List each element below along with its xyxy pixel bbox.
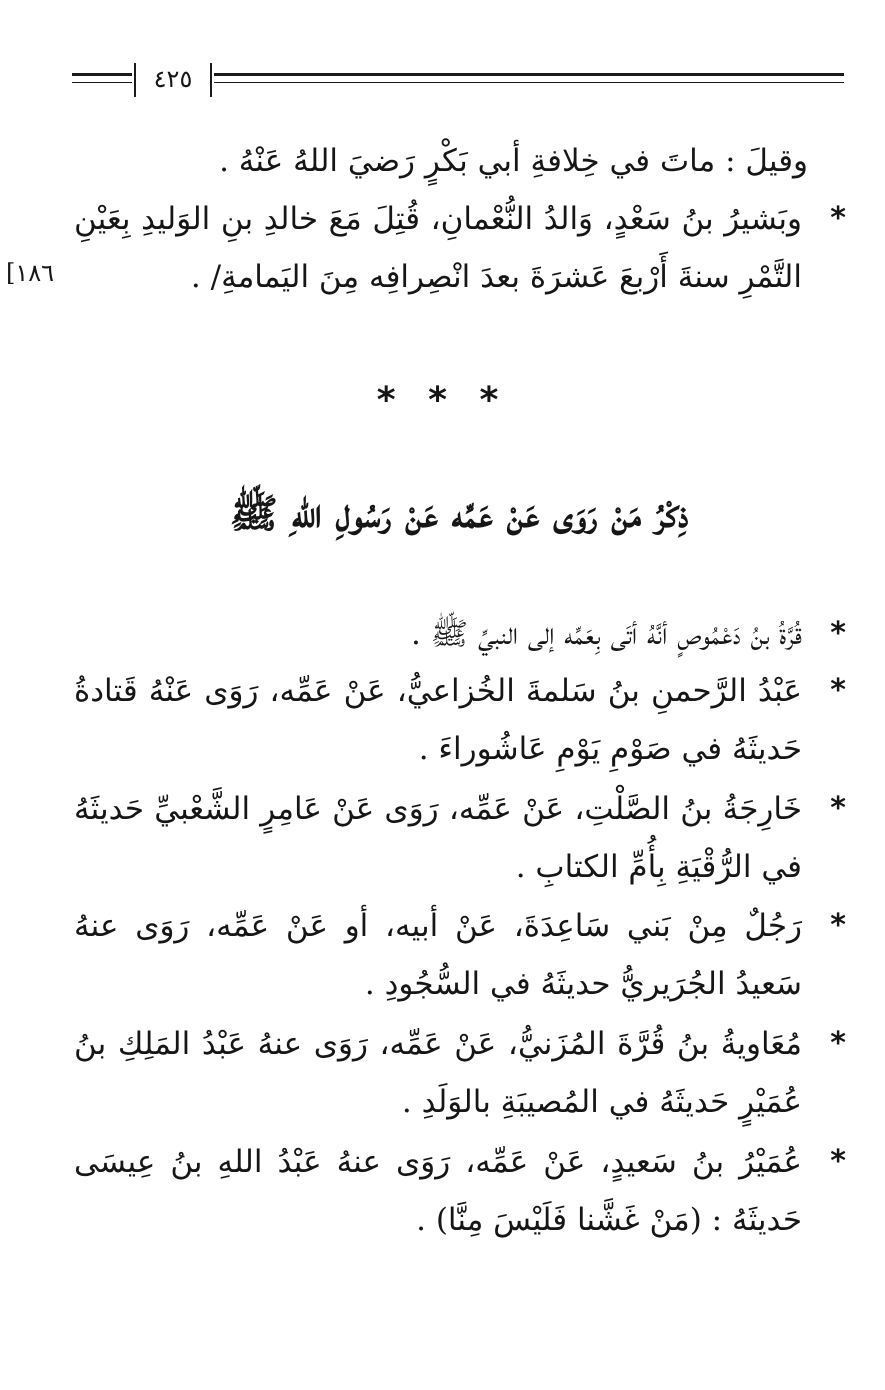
section-title: ذِكْرُ مَنْ رَوَى عَنْ عَمِّه عَنْ رَسُولِ اللهِ ﷺ	[229, 490, 689, 537]
asterisk-icon: *	[830, 908, 846, 943]
header-rule-left	[72, 73, 132, 83]
entry-item	[74, 605, 844, 663]
entry-text: عَبْدُ الرَّحمنِ بنُ سَلمةَ الخُزاعيُّ، عَنْ عَمِّه، رَوَى عَنْهُ قَتادةُ حَديثَهُ في صَوْمِ يَوْمِ عَاشُوراءَ .	[74, 673, 802, 767]
entry-item	[74, 897, 844, 1013]
header-separator	[210, 63, 212, 97]
asterisk-icon: *	[830, 791, 846, 826]
entry-item	[74, 1133, 844, 1249]
asterisk-icon: *	[830, 1144, 846, 1179]
entry-bashir	[74, 190, 844, 306]
continuation-paragraph	[74, 132, 844, 190]
asterisk-icon: *	[830, 616, 846, 651]
entry-text: وبَشيرُ بنُ سَعْدٍ، وَالدُ النُّعْمانِ، قُتِلَ مَعَ خالدِ بنِ الوَليدِ بِعَيْنِ التَّمْرِ سنةَ أَرْبعَ عَشرَةَ بعدَ انْصِرافِه مِنَ اليَمامةِ/ .	[74, 201, 802, 295]
running-header	[72, 58, 844, 102]
paragraph-text: وقيلَ : ماتَ في خِلافةِ أبي بَكْرٍ رَضيَ اللهُ عَنْهُ .	[219, 143, 808, 179]
entry-item	[74, 662, 844, 778]
asterisk-icon: *	[830, 673, 846, 708]
entry-text: رَجُلٌ مِنْ بَني سَاعِدَةَ، عَنْ أبيه، أو عَنْ عَمِّه، رَوَى عنهُ سَعيدُ الجُرَيريُّ حديثَهُ في السُّجُودِ .	[74, 908, 802, 1002]
entry-text: عُمَيْرُ بنُ سَعيدٍ، عَنْ عَمِّه، رَوَى عنهُ عَبْدُ اللهِ بنُ عِيسَى حَديثَهُ : (مَنْ غَشَّنا فَلَيْسَ مِنَّا) .	[74, 1144, 802, 1238]
section-divider: * * *	[376, 380, 509, 421]
entry-text: قُرَّةُ بنُ دَعْمُوصٍ أنَّهُ أتَى بِعَمِّه إلى النبيِّ ﷺ .	[410, 616, 802, 652]
asterisk-icon: *	[830, 1026, 846, 1061]
entry-item	[74, 1015, 844, 1131]
entry-text: مُعَاويةُ بنُ قُرَّةَ المُزَنيُّ، عَنْ عَمِّه، رَوَى عنهُ عَبْدُ المَلِكِ بنُ عُمَيْرٍ حَديثَهُ في المُصيبَةِ بالوَلَدِ .	[74, 1026, 802, 1120]
header-rule-right	[214, 73, 844, 83]
margin-note: ١٨٦]	[6, 259, 55, 287]
page-number: ٤٢٥	[153, 65, 193, 93]
entry-text: خَارِجَةُ بنُ الصَّلْتِ، عَنْ عَمِّه، رَوَى عَنْ عَامِرٍ الشَّعْبيِّ حَديثَهُ في الرُّقْيَةِ بِأُمِّ الكتابِ .	[74, 791, 802, 885]
entry-item	[74, 780, 844, 896]
header-separator	[134, 63, 136, 97]
asterisk-icon: *	[830, 201, 846, 236]
